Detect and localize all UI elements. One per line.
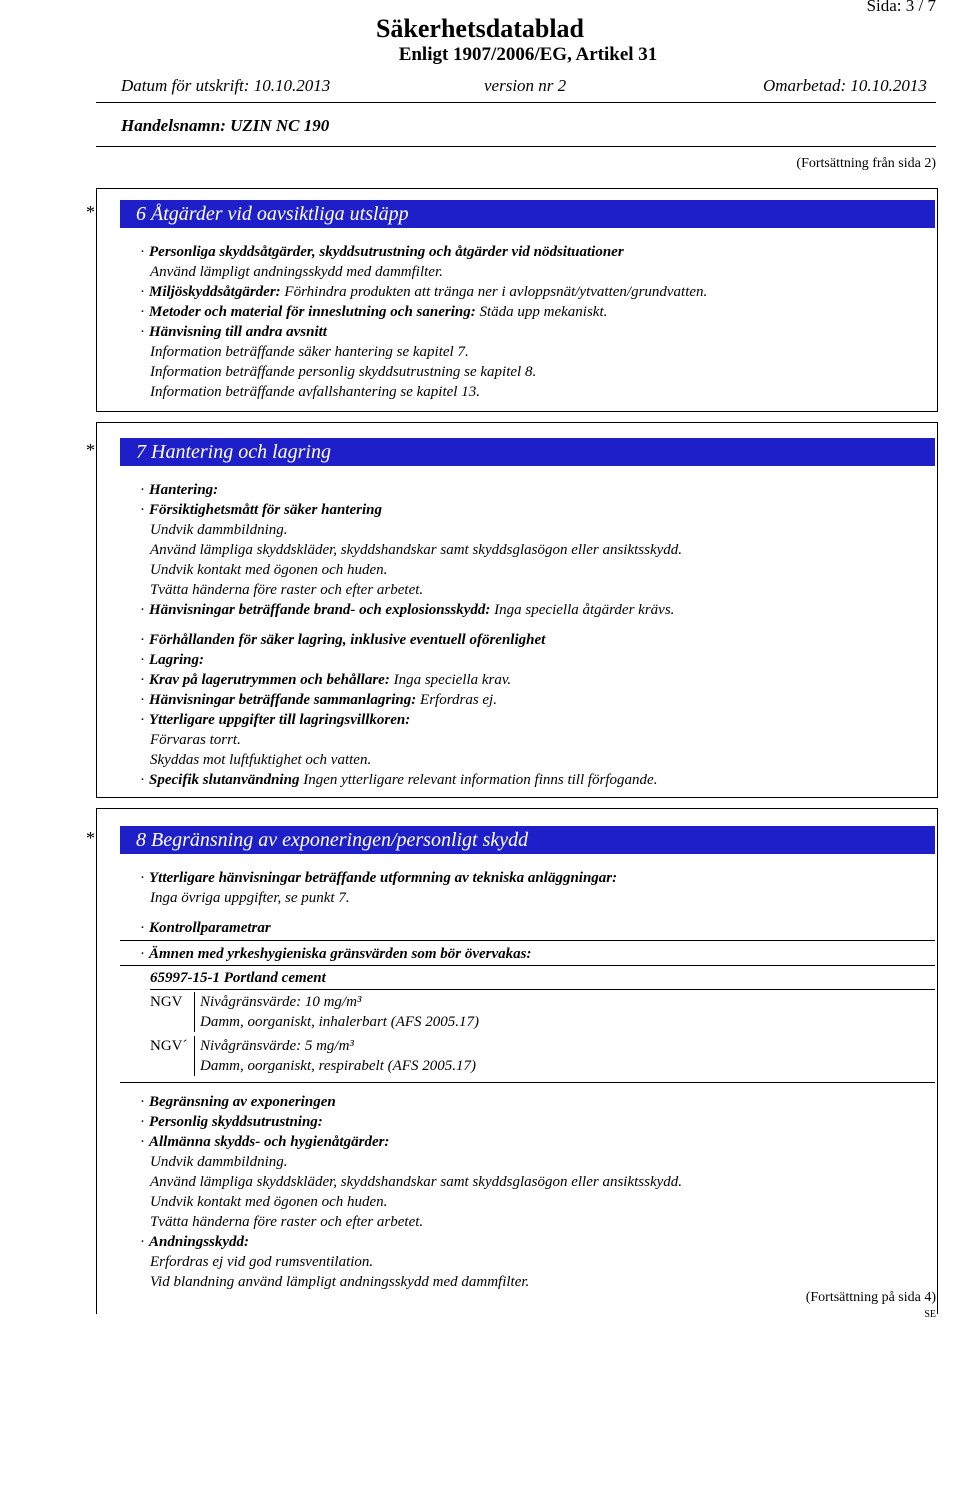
environmental-precautions: · Miljöskyddsåtgärder: Förhindra produkten att tränga ner i avloppsnät/ytvatten/grundvatten. bbox=[140, 284, 708, 300]
hygiene-line: Undvik dammbildning. bbox=[150, 1154, 288, 1170]
storage-conditions-label: · Förhållanden för säker lagring, inklusive eventuell oförenlighet bbox=[140, 632, 546, 648]
limit-code: NGV´ bbox=[150, 1038, 188, 1054]
fire-protection: · Hänvisningar beträffande brand- och explosionsskydd: Inga speciella åtgärder krävs. bbox=[140, 602, 675, 618]
hygiene-label: · Allmänna skydds- och hygienåtgärder: bbox=[140, 1134, 390, 1150]
section-7-title: 7 Hantering och lagring bbox=[120, 438, 935, 466]
breathing-line: Vid blandning använd lämpligt andningsskydd med dammfilter. bbox=[150, 1274, 530, 1290]
reference-line: Information beträffande personlig skyddsutrustning se kapitel 8. bbox=[150, 364, 537, 380]
handling-label: · Hantering: bbox=[140, 482, 219, 498]
specific-end-use: · Specifik slutanvändning Ingen ytterligare relevant information finns till förfogande. bbox=[140, 772, 658, 788]
substance-name: 65997-15-1 Portland cement bbox=[150, 970, 326, 986]
continued-from: (Fortsättning från sida 2) bbox=[796, 156, 936, 171]
personal-precautions-label: · Personliga skyddsåtgärder, skyddsutrustning och åtgärder vid nödsituationer bbox=[140, 244, 624, 260]
limit-detail: Damm, oorganiskt, inhalerbart (AFS 2005.17) bbox=[200, 1014, 480, 1030]
header-divider-2 bbox=[96, 146, 936, 147]
reference-line: Information beträffande avfallshantering se kapitel 13. bbox=[150, 384, 480, 400]
precaution-line: Tvätta händerna före raster och efter arbetet. bbox=[150, 582, 424, 598]
occupational-limits-label: · Ämnen med yrkeshygieniska gränsvärden som bör övervakas: bbox=[140, 946, 532, 962]
version-number: version nr 2 bbox=[484, 76, 567, 95]
precaution-line: Undvik kontakt med ögonen och huden. bbox=[150, 562, 388, 578]
exposure-controls-label: · Begränsning av exponeringen bbox=[140, 1094, 336, 1110]
precaution-line: Använd lämpliga skyddskläder, skyddshandskar samt skyddsglasögon eller ansiktsskydd. bbox=[150, 542, 683, 558]
regulation-reference: Enligt 1907/2006/EG, Artikel 31 bbox=[398, 44, 658, 65]
technical-design-text: Inga övriga uppgifter, se punkt 7. bbox=[150, 890, 350, 906]
country-code: SE bbox=[924, 1309, 936, 1320]
print-date: Datum för utskrift: 10.10.2013 bbox=[121, 76, 331, 95]
limit-detail: Damm, oorganiskt, respirabelt (AFS 2005.17) bbox=[200, 1058, 476, 1074]
precaution-line: Undvik dammbildning. bbox=[150, 522, 288, 538]
breathing-line: Erfordras ej vid god rumsventilation. bbox=[150, 1254, 374, 1270]
precautions-label: · Försiktighetsmått för säker hantering bbox=[140, 502, 382, 518]
further-storage-line: Skyddas mot luftfuktighet och vatten. bbox=[150, 752, 372, 768]
limits-table-bottom-rule bbox=[120, 1082, 935, 1083]
trade-name: Handelsnamn: UZIN NC 190 bbox=[121, 116, 330, 135]
storeroom-requirements: · Krav på lagerutrymmen och behållare: Inga speciella krav. bbox=[140, 672, 512, 688]
breathing-protection-label: · Andningsskydd: bbox=[140, 1234, 250, 1250]
revision-marker: * bbox=[86, 828, 95, 848]
personal-precautions-text: Använd lämpligt andningsskydd med dammfilter. bbox=[150, 264, 443, 280]
joint-storage: · Hänvisningar beträffande sammanlagring: Erfordras ej. bbox=[140, 692, 497, 708]
limit-value: Nivågränsvärde: 5 mg/m³ bbox=[200, 1038, 354, 1054]
hygiene-line: Använd lämpliga skyddskläder, skyddshandskar samt skyddsglasögon eller ansiktsskydd. bbox=[150, 1174, 683, 1190]
hygiene-line: Undvik kontakt med ögonen och huden. bbox=[150, 1194, 388, 1210]
hygiene-line: Tvätta händerna före raster och efter arbetet. bbox=[150, 1214, 424, 1230]
limit-divider bbox=[194, 992, 195, 1032]
substance-rule bbox=[150, 989, 935, 990]
revision-date: Omarbetad: 10.10.2013 bbox=[763, 76, 927, 95]
revision-marker: * bbox=[86, 202, 95, 222]
section-8-title: 8 Begränsning av exponeringen/personligt skydd bbox=[120, 826, 935, 854]
reference-line: Information beträffande säker hantering se kapitel 7. bbox=[150, 344, 469, 360]
page-number: Sida: 3 / 7 bbox=[866, 0, 936, 15]
further-storage-label: · Ytterligare uppgifter till lagringsvillkoren: bbox=[140, 712, 411, 728]
section-6-title: 6 Åtgärder vid oavsiktliga utsläpp bbox=[120, 200, 935, 228]
limits-table-rule bbox=[120, 965, 935, 966]
limit-divider bbox=[194, 1036, 195, 1076]
cleanup-methods: · Metoder och material för inneslutning och sanering: Städa upp mekaniskt. bbox=[140, 304, 608, 320]
control-parameters-label: · Kontrollparametrar bbox=[140, 920, 271, 936]
storage-label: · Lagring: bbox=[140, 652, 205, 668]
revision-marker: * bbox=[86, 440, 95, 460]
ppe-label: · Personlig skyddsutrustning: bbox=[140, 1114, 323, 1130]
further-storage-line: Förvaras torrt. bbox=[150, 732, 241, 748]
continued-to: (Fortsättning på sida 4) bbox=[805, 1290, 936, 1305]
technical-design-label: · Ytterligare hänvisningar beträffande utformning av tekniska anläggningar: bbox=[140, 870, 618, 886]
limits-table-top-rule bbox=[120, 940, 935, 941]
limit-value: Nivågränsvärde: 10 mg/m³ bbox=[200, 994, 362, 1010]
reference-label: · Hänvisning till andra avsnitt bbox=[140, 324, 327, 340]
limit-code: NGV bbox=[150, 994, 183, 1010]
document-title: Säkerhetsdatablad bbox=[375, 14, 585, 43]
header-divider bbox=[96, 102, 936, 103]
